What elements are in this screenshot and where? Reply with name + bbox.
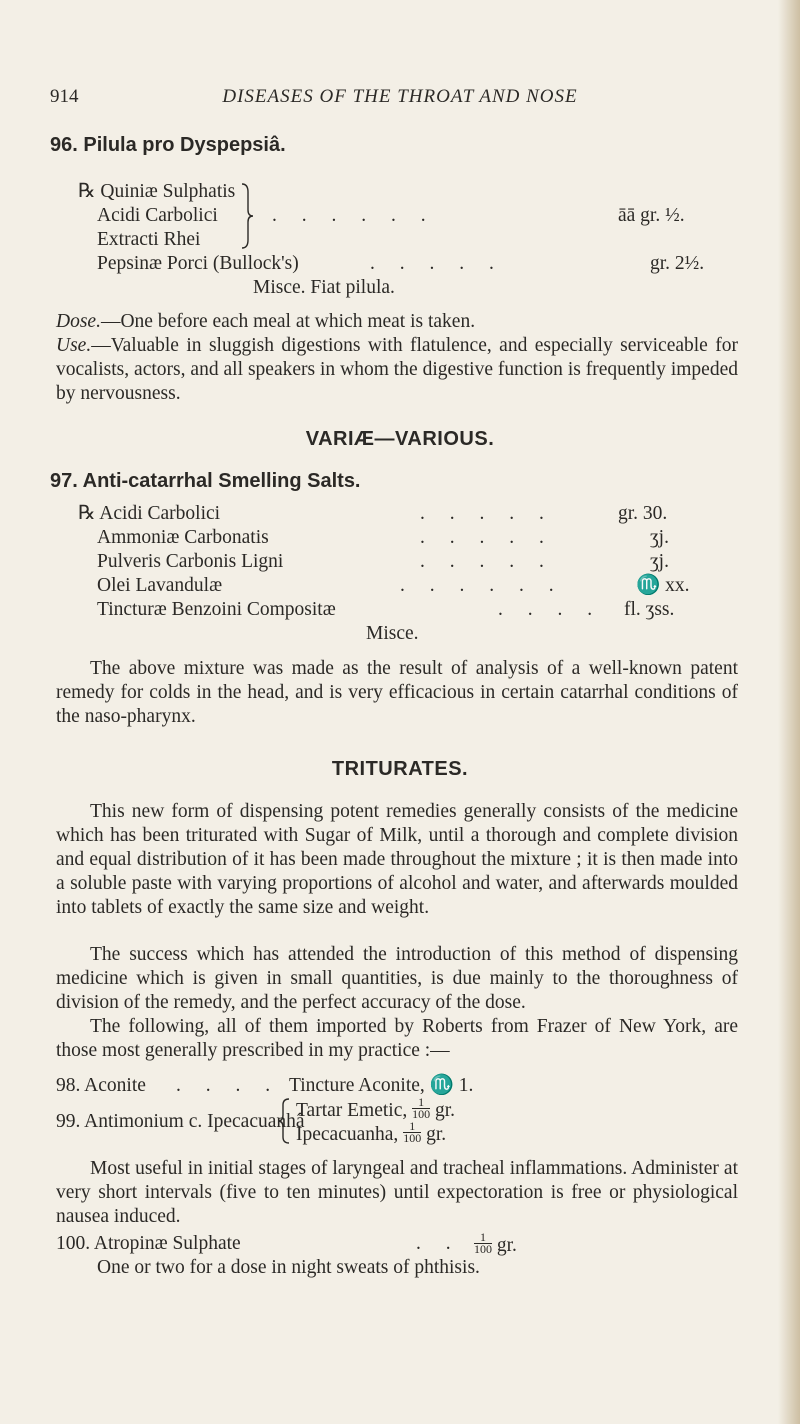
item-98-value: Tincture Aconite, ♏ 1. (289, 1075, 474, 1096)
note-text: Most useful in initial stages of laryngeal and tracheal inflammations. Administer at very short intervals (five to ten minutes) until expectoration is free or physiological nausea induced. (56, 1158, 738, 1227)
ingredient-dose: fl. ʒss. (624, 599, 675, 620)
rx97-ingredient (78, 502, 220, 526)
leader-dots: . . . . . . (400, 575, 564, 596)
item-100-dose (474, 1232, 517, 1258)
unit: gr. (426, 1124, 447, 1145)
triturates-paragraph-3 (56, 1015, 738, 1063)
rx-symbol: ℞ (78, 181, 96, 202)
fraction-numerator: 1 (474, 1232, 492, 1244)
page-edge-shadow (778, 0, 800, 1424)
running-title: DISEASES OF THE THROAT AND NOSE (222, 86, 578, 107)
unit: gr. (435, 1100, 456, 1121)
rx97-heading (50, 470, 361, 493)
section-heading-triturates: TRITURATES. (331, 758, 469, 780)
leader-dots: . . . . (498, 599, 603, 620)
leader-dots: . . . . . (420, 551, 554, 572)
fraction-numerator: 1 (412, 1097, 430, 1109)
drug-name: Ipecacuanha, (296, 1124, 399, 1145)
rx96-number: 96. (50, 134, 78, 156)
rx97-title: Anti-catarrhal Smelling Salts. (82, 470, 361, 492)
use-text: —Valuable in sluggish digestions with flatulence, and especially serviceable for vocalists, actors, and all speakers in whom the digestive function is frequently impeded by nervousness. (56, 335, 738, 404)
paragraph-text: The success which has attended the introduction of this method of dispensing medicine which is given in small quantities, is due mainly to the thoroughness of division of the remedy, and the perfect accuracy of the dose. (56, 944, 738, 1013)
note-text: The above mixture was made as the result of analysis of a well-known patent remedy for colds in the head, and is very efficacious in certain catarrhal conditions of the naso-pharynx. (56, 658, 738, 727)
leader-dots: . . . . . (420, 503, 554, 524)
ingredient-dose: ♏ xx. (636, 575, 690, 596)
item-99-note (56, 1157, 738, 1229)
fraction-numerator: 1 (403, 1121, 421, 1133)
ingredient-name: Extracti Rhei (97, 229, 201, 250)
brace-dose: āā gr. ½. (618, 205, 685, 226)
section-heading-variae: VARIÆ—VARIOUS. (305, 428, 495, 450)
leader-dots: . . . . . . (272, 205, 436, 226)
fraction-denominator: 100 (474, 1242, 492, 1256)
unit: gr. (496, 1235, 517, 1256)
ingredient-name: Pulveris Carbonis Ligni (97, 551, 284, 572)
rx-symbol: ℞ (78, 503, 96, 524)
rx96-title: Pilula pro Dyspepsiâ. (83, 134, 286, 156)
item-98-label: 98. Aconite (56, 1075, 146, 1096)
ingredient-name: Quiniæ Sulphatis (100, 181, 236, 202)
fraction-denominator: 100 (412, 1107, 431, 1121)
ingredient-name: Acidi Carbolici (97, 205, 218, 226)
leader-dots: . . (416, 1233, 461, 1254)
drug-name: Tartar Emetic, (296, 1100, 408, 1121)
paragraph-text: The following, all of them imported by Roberts from Frazer of New York, are those most generally prescribed in my practice :— (56, 1016, 738, 1061)
rx97-direction: Misce. (366, 623, 419, 644)
page-number: 914 (50, 86, 79, 107)
ingredient-name: Ammoniæ Carbonatis (97, 527, 269, 548)
left-brace-icon (277, 1097, 291, 1145)
dose-text: —One before each meal at which meat is taken. (100, 311, 476, 332)
rx96-dose (56, 310, 738, 334)
ingredient-dose: ʒj. (650, 527, 669, 548)
rx97-note (56, 657, 738, 729)
item-100-note: One or two for a dose in night sweats of phthisis. (97, 1257, 480, 1278)
dose-label: Dose. (56, 311, 101, 332)
fraction (412, 1097, 430, 1120)
item-99-line-1 (296, 1097, 455, 1123)
triturates-paragraph-2 (56, 943, 738, 1015)
ingredient-name: Tincturæ Benzoini Compositæ (97, 599, 336, 620)
ingredient-dose: gr. 2½. (650, 253, 705, 274)
rx96-direction: Misce. Fiat pilula. (253, 277, 395, 298)
rx96-use (56, 334, 738, 406)
use-label: Use. (56, 335, 92, 356)
rx96-ingredient (78, 180, 235, 204)
fraction (403, 1121, 421, 1144)
ingredient-name: Acidi Carbolici (99, 503, 221, 524)
leader-dots: . . . . . (370, 253, 504, 274)
ingredient-name: Olei Lavandulæ (97, 575, 223, 596)
fraction-denominator: 100 (403, 1131, 422, 1145)
item-100-label: 100. Atropinæ Sulphate (56, 1233, 241, 1254)
right-brace-icon (240, 182, 254, 250)
paragraph-text: This new form of dispensing potent remedies generally consists of the medicine which has been triturated with Sugar of Milk, until a thorough and complete division and equal distribution of it has been made throughout the mixture ; it is then made into a soluble paste with varying proportions of alcohol and water, and afterwards moulded into tablets of exactly the same size and weight. (56, 801, 738, 918)
ingredient-name: Pepsinæ Porci (Bullock's) (97, 253, 299, 274)
item-99-label: 99. Antimonium c. Ipecacuanhâ (56, 1111, 305, 1132)
ingredient-dose: ʒj. (650, 551, 669, 572)
leader-dots: . . . . (176, 1075, 281, 1096)
triturates-paragraph-1 (56, 800, 738, 920)
leader-dots: . . . . . (420, 527, 554, 548)
item-99-line-2 (296, 1121, 446, 1147)
ingredient-dose: gr. 30. (618, 503, 668, 524)
rx97-number: 97. (50, 470, 78, 492)
fraction (474, 1232, 492, 1255)
rx96-heading (50, 134, 286, 157)
